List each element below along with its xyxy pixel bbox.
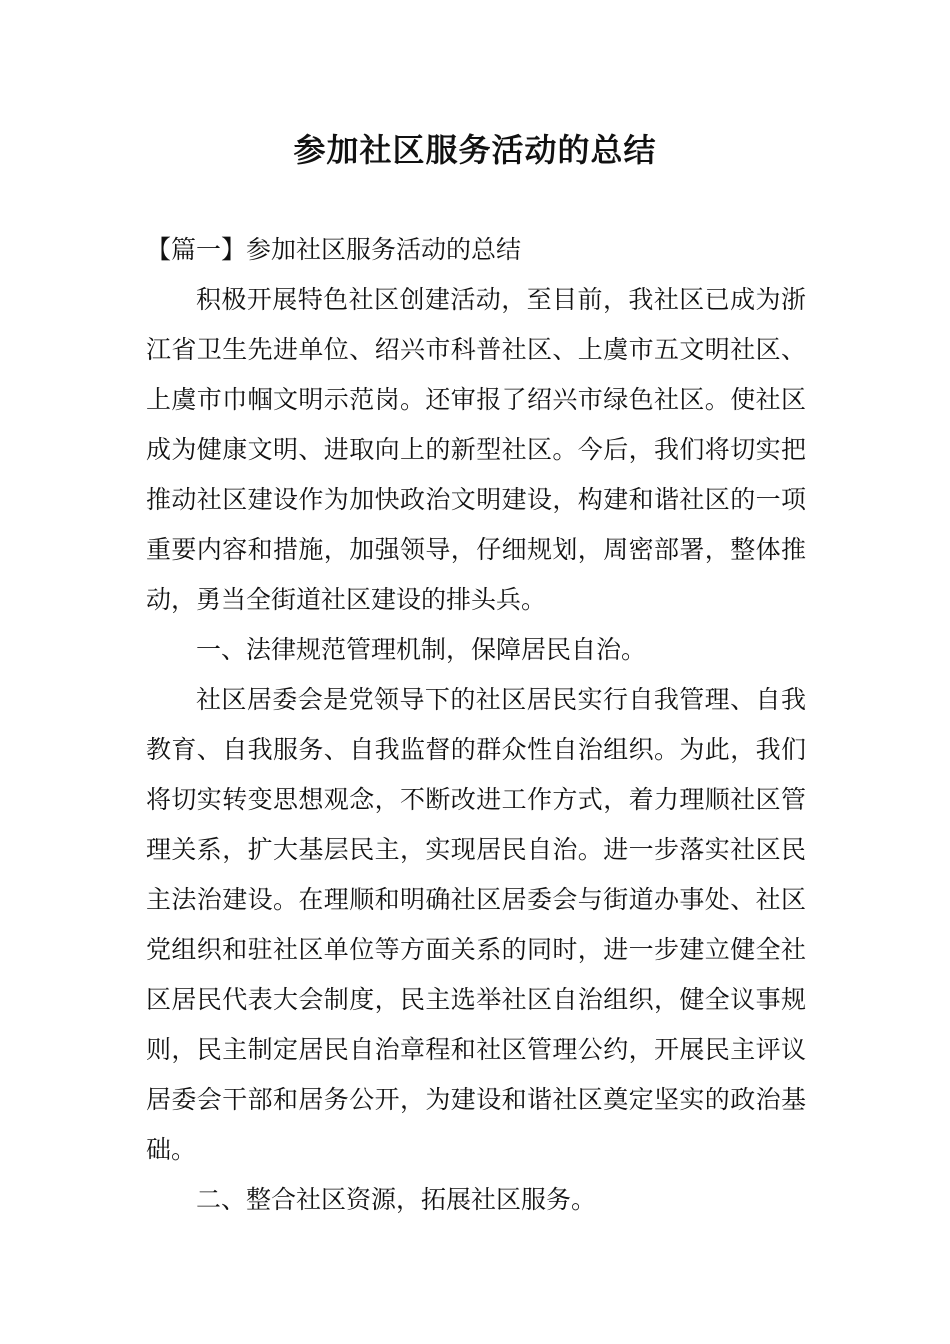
subheading-one: 一、法律规范管理机制，保障居民自治。 <box>196 635 647 664</box>
section-heading: 【篇一】参加社区服务活动的总结 <box>146 235 522 264</box>
document-body <box>146 225 806 1225</box>
subheading-two: 二、整合社区资源，拓展社区服务。 <box>196 1185 597 1214</box>
paragraph-one: 社区居委会是党领导下的社区居民实行自我管理、自我教育、自我服务、自我监督的群众性自治组织。为此，我们将切实转变思想观念，不断改进工作方式，着力理顺社区管理关系，扩大基层民主，实现居民自治。进一步落实社区民主法治建设。在理顺和明确社区居委会与街道办事处、社区党组织和驻社区单位等方面关系的同时，进一步建立健全社区居民代表大会制度，民主选举社区自治组织，健全议事规则，民主制定居民自治章程和社区管理公约，开展民主评议居委会干部和居务公开，为建设和谐社区奠定坚实的政治基础。 <box>146 685 806 1164</box>
document-title: 参加社区服务活动的总结 <box>293 131 657 169</box>
paragraph-intro: 积极开展特色社区创建活动，至目前，我社区已成为浙江省卫生先进单位、绍兴市科普社区、上虞市五文明社区、上虞市巾帼文明示范岗。还审报了绍兴市绿色社区。使社区成为健康文明、进取向上的新型社区。今后，我们将切实把推动社区建设作为加快政治文明建设，构建和谐社区的一项重要内容和措施，加强领导，仔细规划，周密部署，整体推动，勇当全街道社区建设的排头兵。 <box>146 285 806 614</box>
